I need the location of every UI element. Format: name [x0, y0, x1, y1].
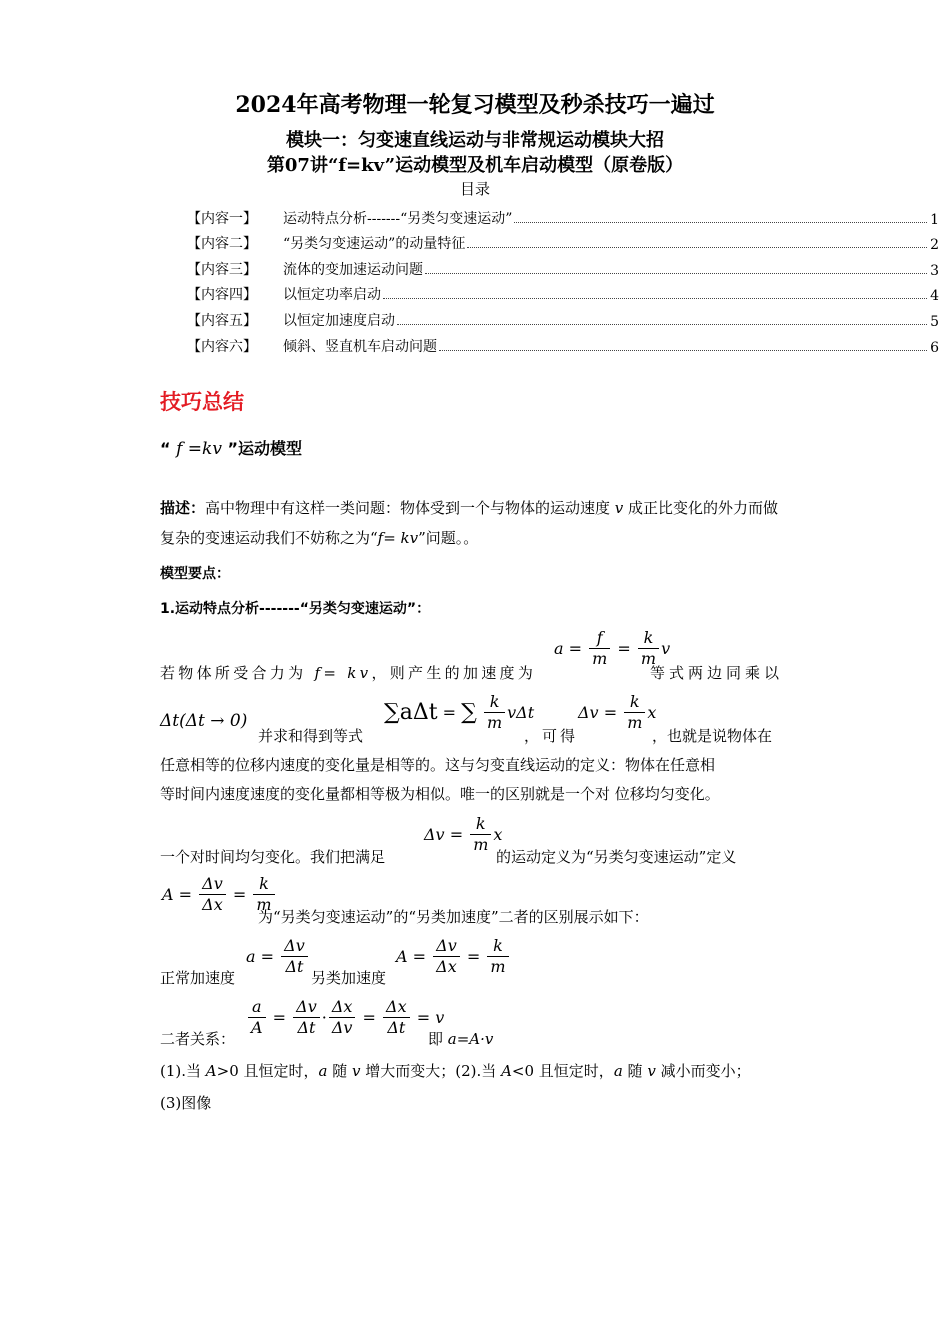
formula-other-acceleration: A = $\frac{\Delta v}{\Delta x}$ = $\frac{k}{m}$: [162, 874, 277, 915]
toc-heading: 目录: [459, 180, 490, 198]
toc-item[interactable]: [187, 202, 939, 228]
toc-item-title: “另类匀变速运动”的动量特征: [283, 236, 466, 253]
cases-line: (1).当 A>0 且恒定时，a 随 v 增大而变大；(2).当 A<0 且恒定时，a 随 v 减小而变小；: [160, 1062, 751, 1080]
toc-item-title: 倾斜、竖直机车启动问题: [283, 338, 437, 355]
formula-delta-v: Δv = $\frac{k}{m}$ x: [578, 692, 657, 732]
paragraph-line: 的运动定义为“另类匀变速运动”定义: [496, 848, 737, 866]
toc-leader: [383, 298, 927, 299]
description-paragraph: 描述：高中物理中有这样一类问题：物体受到一个与物体的运动速度 v 成正比变化的外力而做复杂的变速运动我们不妨称之为“f= kv”问题。。: [160, 499, 779, 547]
toc-item[interactable]: [187, 279, 939, 305]
toc-item-title: 运动特点分析-------“另类匀变速运动”: [283, 210, 513, 227]
toc-item-page: 4: [930, 288, 939, 305]
toc-item-title: 以恒定加速度启动: [283, 312, 395, 329]
formula-other-acceleration-2: A = $\frac{\Delta v}{\Delta x}$ = $\frac{k}{m}$: [396, 936, 511, 977]
toc-item-page: 5: [930, 313, 939, 330]
model-title: “ f =kv ”运动模型: [160, 439, 303, 459]
formula-sum: ∑aΔt = ∑ $\frac{k}{m}$ vΔt: [384, 692, 535, 732]
model-formula: f =kv: [176, 439, 222, 459]
toc-item-tag: 【内容二】: [187, 236, 257, 253]
paragraph-line: 等式两边同乘以: [650, 664, 784, 682]
paragraph-line: 为“另类匀变速运动”的“另类加速度”二者的区别展示如下：: [258, 908, 649, 926]
case-3-line: (3)图像: [160, 1094, 212, 1112]
formula-delta-v-2: Δv = $\frac{k}{m}$ x: [424, 814, 503, 854]
relation-result: 即 a=A·v: [428, 1030, 494, 1048]
formula-delta-t: Δt(Δt → 0): [160, 711, 248, 731]
points-label: 模型要点：: [160, 566, 230, 582]
toc-item-tag: 【内容四】: [187, 287, 257, 304]
point-1-title: 1.运动特点分析-------“另类匀变速运动”：: [160, 601, 431, 617]
toc-item[interactable]: [187, 253, 939, 279]
other-acceleration-label: 另类加速度: [311, 969, 387, 987]
paragraph-line: 任意相等的位移内速度的变化量是相等的。这与匀变直线运动的定义：物体在任意相: [160, 756, 716, 774]
paragraph-line: ，可得: [524, 727, 579, 745]
paragraph-line: 并求和得到等式: [258, 727, 364, 745]
relation-label: 二者关系：: [160, 1030, 236, 1048]
toc-item-page: 3: [930, 262, 939, 279]
toc-leader: [439, 350, 927, 351]
toc-item-page: 2: [930, 237, 939, 254]
paragraph-line: 若物体所受合力为 f= kv，则产生的加速度为: [160, 664, 537, 682]
toc-item-page: 1: [930, 211, 939, 228]
normal-acceleration-label: 正常加速度: [160, 969, 236, 987]
formula-relation: $\frac{a}{A}$ = $\frac{\Delta v}{\Delta t}$ · $\frac{\Delta x}{\Delta v}$ = $\frac{\Delta x}{\Delta t}$ = v: [246, 997, 444, 1038]
description-label: 描述：: [160, 499, 206, 517]
formula-acceleration: a = $\frac{f}{m}$ = $\frac{k}{m}$ v: [554, 628, 671, 668]
toc-item-tag: 【内容一】: [187, 210, 257, 227]
toc-leader: [514, 222, 927, 223]
section-heading: 技巧总结: [160, 390, 244, 414]
document-title: 2024年高考物理一轮复习模型及秒杀技巧一遍过: [235, 92, 715, 118]
toc-item-tag: 【内容五】: [187, 312, 257, 329]
lecture-title: 第07讲“f=kv”运动模型及机车启动模型（原卷版）: [266, 155, 684, 176]
paragraph-line: 一个对时间均匀变化。我们把满足: [160, 848, 386, 866]
toc-leader: [397, 324, 927, 325]
toc-item[interactable]: [187, 304, 939, 330]
toc-item-page: 6: [930, 339, 939, 356]
toc-leader: [467, 247, 927, 248]
module-title: 模块一：匀变速直线运动与非常规运动模块大招: [286, 130, 664, 151]
toc-item-title: 以恒定功率启动: [283, 287, 381, 304]
paragraph-line: 等时间内速度速度的变化量都相等极为相似。唯一的区别就是一个对 位移均匀变化。: [160, 785, 720, 803]
formula-normal-acceleration: a = $\frac{\Delta v}{\Delta t}$: [246, 936, 310, 977]
toc-item-tag: 【内容三】: [187, 261, 257, 278]
toc-item-tag: 【内容六】: [187, 338, 257, 355]
paragraph-line: ，也就是说物体在: [652, 727, 773, 745]
toc-leader: [425, 273, 927, 274]
toc-item-title: 流体的变加速运动问题: [283, 261, 423, 278]
toc-item[interactable]: [187, 228, 939, 254]
toc-item[interactable]: [187, 330, 939, 356]
table-of-contents: [187, 202, 939, 356]
